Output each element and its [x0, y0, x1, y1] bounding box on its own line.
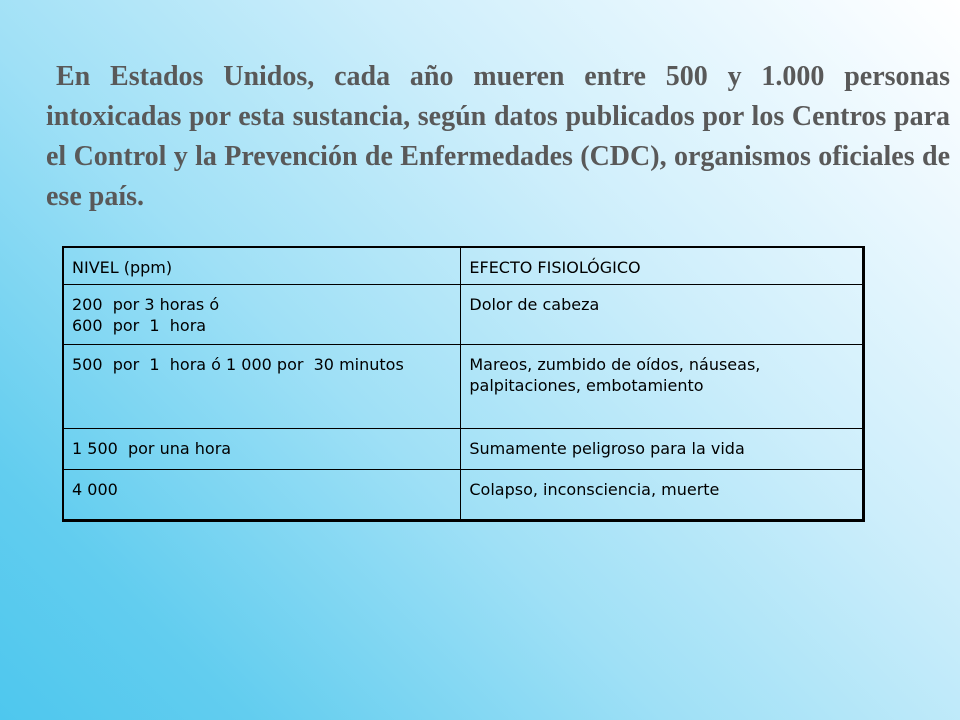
- level-cell: [63, 429, 461, 470]
- level-cell: [63, 285, 461, 345]
- level-line: 200 por 3 horas ó: [72, 295, 220, 314]
- table-row: [63, 470, 864, 521]
- effect-cell: Colapso, inconsciencia, muerte: [461, 470, 864, 521]
- ppm-effects-table: [62, 246, 865, 522]
- effect-cell: Sumamente peligroso para la vida: [461, 429, 864, 470]
- level-line: 1 500 por una hora: [72, 439, 232, 458]
- table-row: [63, 285, 864, 345]
- effect-cell: Mareos, zumbido de oídos, náuseas, palpitaciones, embotamiento: [461, 345, 864, 429]
- header-effect: EFECTO FISIOLÓGICO: [461, 247, 864, 285]
- intro-paragraph: En Estados Unidos, cada año mueren entre 500 y 1.000 personas intoxicadas por esta sustancia, según datos publicados por los Centros para el Control y la Prevención de Enfermedades (CDC), organismos oficiales de ese país.: [46, 61, 950, 212]
- header-level: NIVEL (ppm): [63, 247, 461, 285]
- level-cell: [63, 345, 461, 429]
- level-line: 600 por 1 hora: [72, 316, 207, 335]
- effect-cell: Dolor de cabeza: [461, 285, 864, 345]
- table-row: [63, 345, 864, 429]
- table-row: [63, 429, 864, 470]
- level-line: 4 000: [72, 480, 118, 499]
- level-cell: [63, 470, 461, 521]
- table-header-row: [63, 247, 864, 285]
- level-line: 500 por 1 hora ó 1 000 por 30 minutos: [72, 355, 404, 374]
